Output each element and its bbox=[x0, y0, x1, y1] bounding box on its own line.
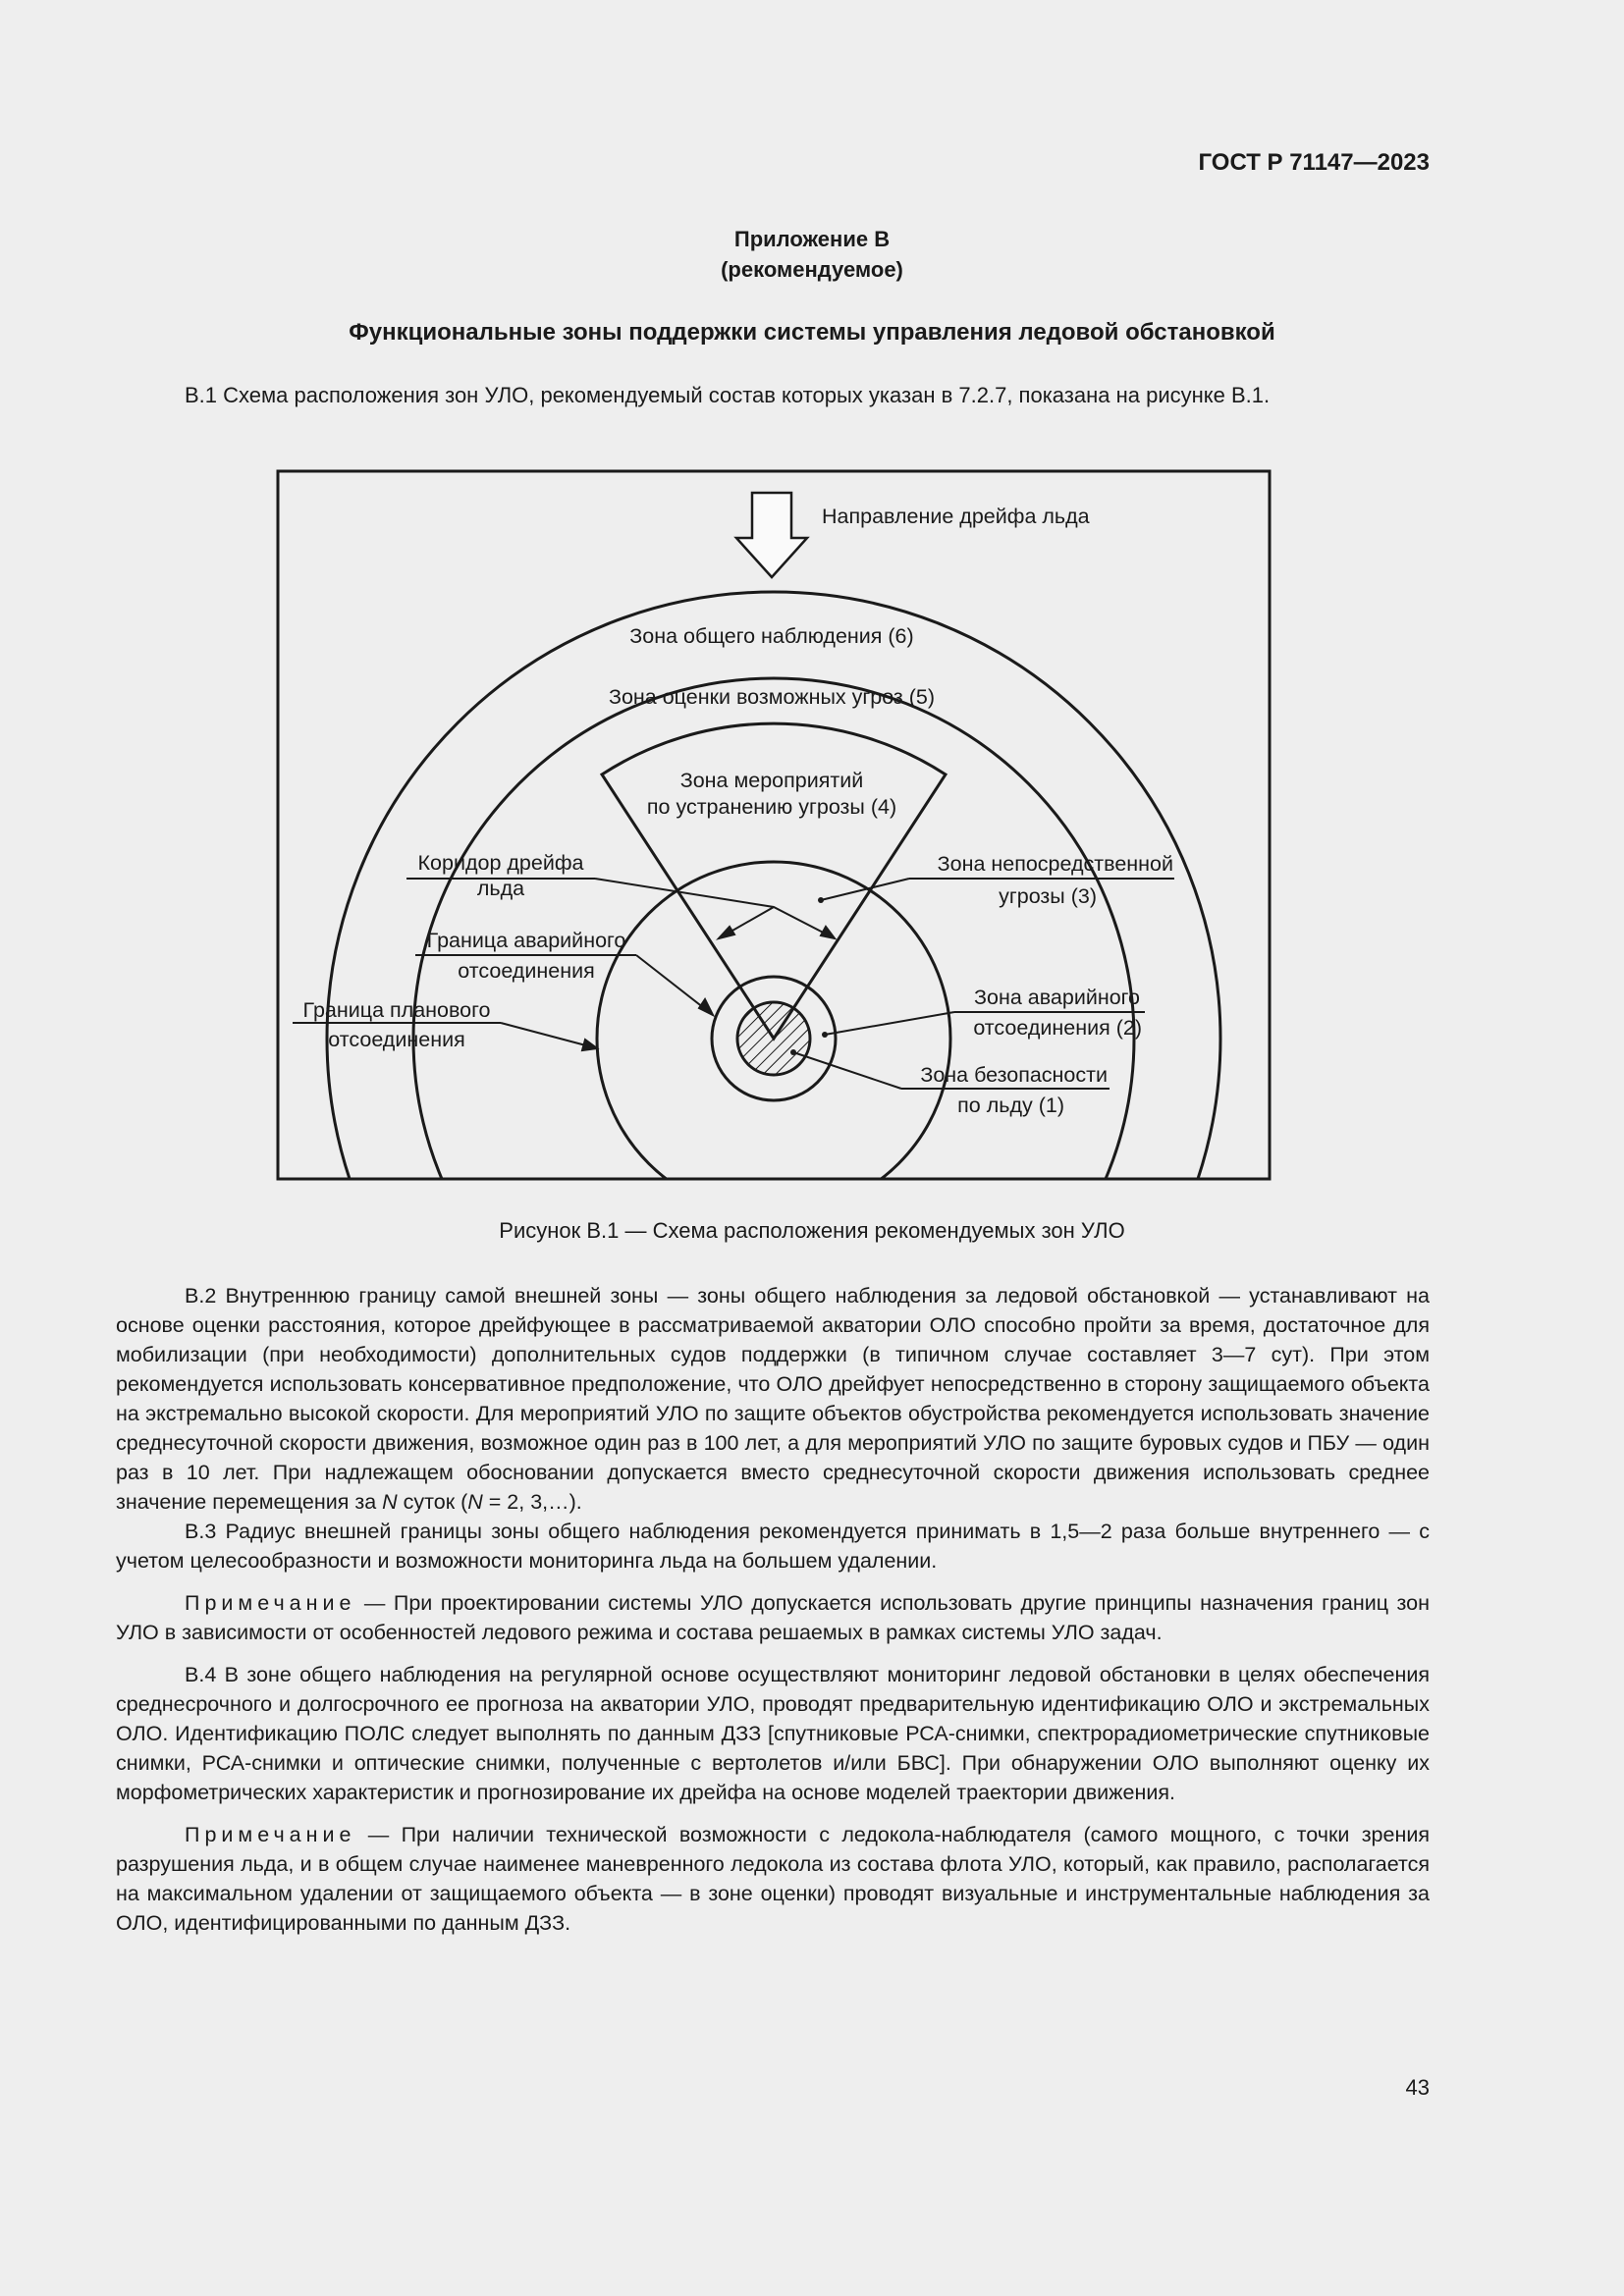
zone2-leader bbox=[825, 1012, 954, 1035]
standard-number: ГОСТ Р 71147—2023 bbox=[1198, 149, 1430, 176]
corridor-arrow-left bbox=[719, 927, 734, 938]
annex-heading: Функциональные зоны поддержки системы управления ледовой обстановкой bbox=[349, 319, 1275, 346]
page-number: 43 bbox=[1405, 2075, 1430, 2100]
corridor-arrow-right bbox=[821, 927, 835, 938]
planned-boundary-label-line1: Граница планового bbox=[302, 998, 491, 1022]
zone5-label: Зона оценки возможных угроз (5) bbox=[608, 685, 936, 709]
zone3-label-line2: угрозы (3) bbox=[999, 884, 1097, 908]
emergency-boundary-label-line1: Граница аварийного bbox=[426, 929, 626, 952]
zone3-label-line1: Зона непосредственной bbox=[937, 852, 1173, 876]
zone2-label-line1: Зона аварийного bbox=[974, 986, 1140, 1009]
zone4-label-line1: Зона мероприятий bbox=[679, 769, 864, 792]
zone1-label-line2: по льду (1) bbox=[957, 1094, 1064, 1117]
paragraph-b2: В.2 Внутреннюю границу самой внешней зоны — зоны общего наблюдения за ледовой обстановкой — устанавливают на основе оценки расстояния, которое дрейфующее в рассматриваемой акватории ОЛО способно пройти за время, достаточное для мобилизации (при необходимости) дополнительных судов поддержки (в типичном случае составляет 3—7 сут). При этом рекомендуется использовать консервативное предположение, что ОЛО дрейфует непосредственно в сторону защищаемого объекта на экстремально высокой скорости. Для мероприятий УЛО по защите объектов обустройства рекомендуется использовать значение среднесуточной скорости движения, возможное один раз в 100 лет, а для мероприятий УЛО по защите буровых судов и ПБУ — один раз в 10 лет. При надлежащем обосновании допускается вместо среднесуточной скорости движения использовать среднее значение перемещения за N суток (N = 2, 3,…). bbox=[116, 1284, 1430, 1514]
emergency-boundary-label-line2: отсоединения bbox=[458, 959, 595, 983]
zone2-label-line2: отсоединения (2) bbox=[973, 1016, 1142, 1040]
drift-arrow-icon bbox=[736, 493, 807, 577]
planned-boundary-leader bbox=[501, 1023, 597, 1048]
zone6-label: Зона общего наблюдения (6) bbox=[629, 624, 914, 648]
note-1: Примечание — При проектировании системы УЛО допускается использовать другие принципы назначения границ зон УЛО в зависимости от особенностей ледового режима и состава решаемых в рамках системы УЛО задач. bbox=[116, 1591, 1430, 1644]
drift-direction-label: Направление дрейфа льда bbox=[822, 505, 1090, 528]
annex-title: Приложение В bbox=[733, 227, 891, 251]
zone1-leader bbox=[793, 1052, 901, 1089]
intro-paragraph: В.1 Схема расположения зон УЛО, рекомендуемый состав которых указан в 7.2.7, показана на рисунке В.1. bbox=[185, 383, 1271, 407]
paragraph-b4: В.4 В зоне общего наблюдения на регулярной основе осуществляют мониторинг ледовой обстановки в целях обеспечения среднесрочного и долгосрочного ее прогноза на акватории УЛО, проводят предварительную идентификацию ОЛО и экстремальных ОЛО. Идентификацию ПОЛС следует выполнять по данным ДЗЗ [спутниковые РСА-снимки, спектрорадиометрические спутниковые снимки, РСА-снимки и оптические снимки, полученные с вертолетов и/или БВС]. При обнаружении ОЛО выполняют оценку их морфометрических характеристик и прогнозирование их дрейфа на основе моделей траектории движения. bbox=[116, 1663, 1430, 1804]
zone1-label-line1: Зона безопасности bbox=[920, 1063, 1108, 1087]
annex-status: (рекомендуемое) bbox=[721, 257, 903, 282]
zone4-label-line2: по устранению угрозы (4) bbox=[646, 795, 897, 819]
body-text bbox=[116, 1281, 1430, 1938]
corridor-leader bbox=[595, 879, 835, 938]
figure-caption: Рисунок В.1 — Схема расположения рекомендуемых зон УЛО bbox=[499, 1218, 1125, 1243]
planned-boundary-label-line2: отсоединения bbox=[328, 1028, 465, 1051]
paragraph-b3: В.3 Радиус внешней границы зоны общего наблюдения рекомендуется принимать в 1,5—2 раза больше внутреннего — с учетом целесообразности и возможности мониторинга льда на большем удалении. bbox=[116, 1520, 1430, 1573]
zones-diagram bbox=[275, 469, 1276, 1184]
note-2: Примечание — При наличии технической возможности с ледокола-наблюдателя (самого мощного, с точки зрения разрушения льда, и в общем случае наименее маневренного ледокола из состава флота УЛО, который, как правило, располагается на максимальном удалении от защищаемого объекта — в зоне оценки) проводят визуальные и инструментальные наблюдения за ОЛО, идентифицированными по данным ДЗЗ. bbox=[116, 1823, 1430, 1935]
corridor-label-line1: Коридор дрейфа bbox=[417, 851, 584, 875]
corridor-label-line2: льда bbox=[476, 877, 525, 900]
